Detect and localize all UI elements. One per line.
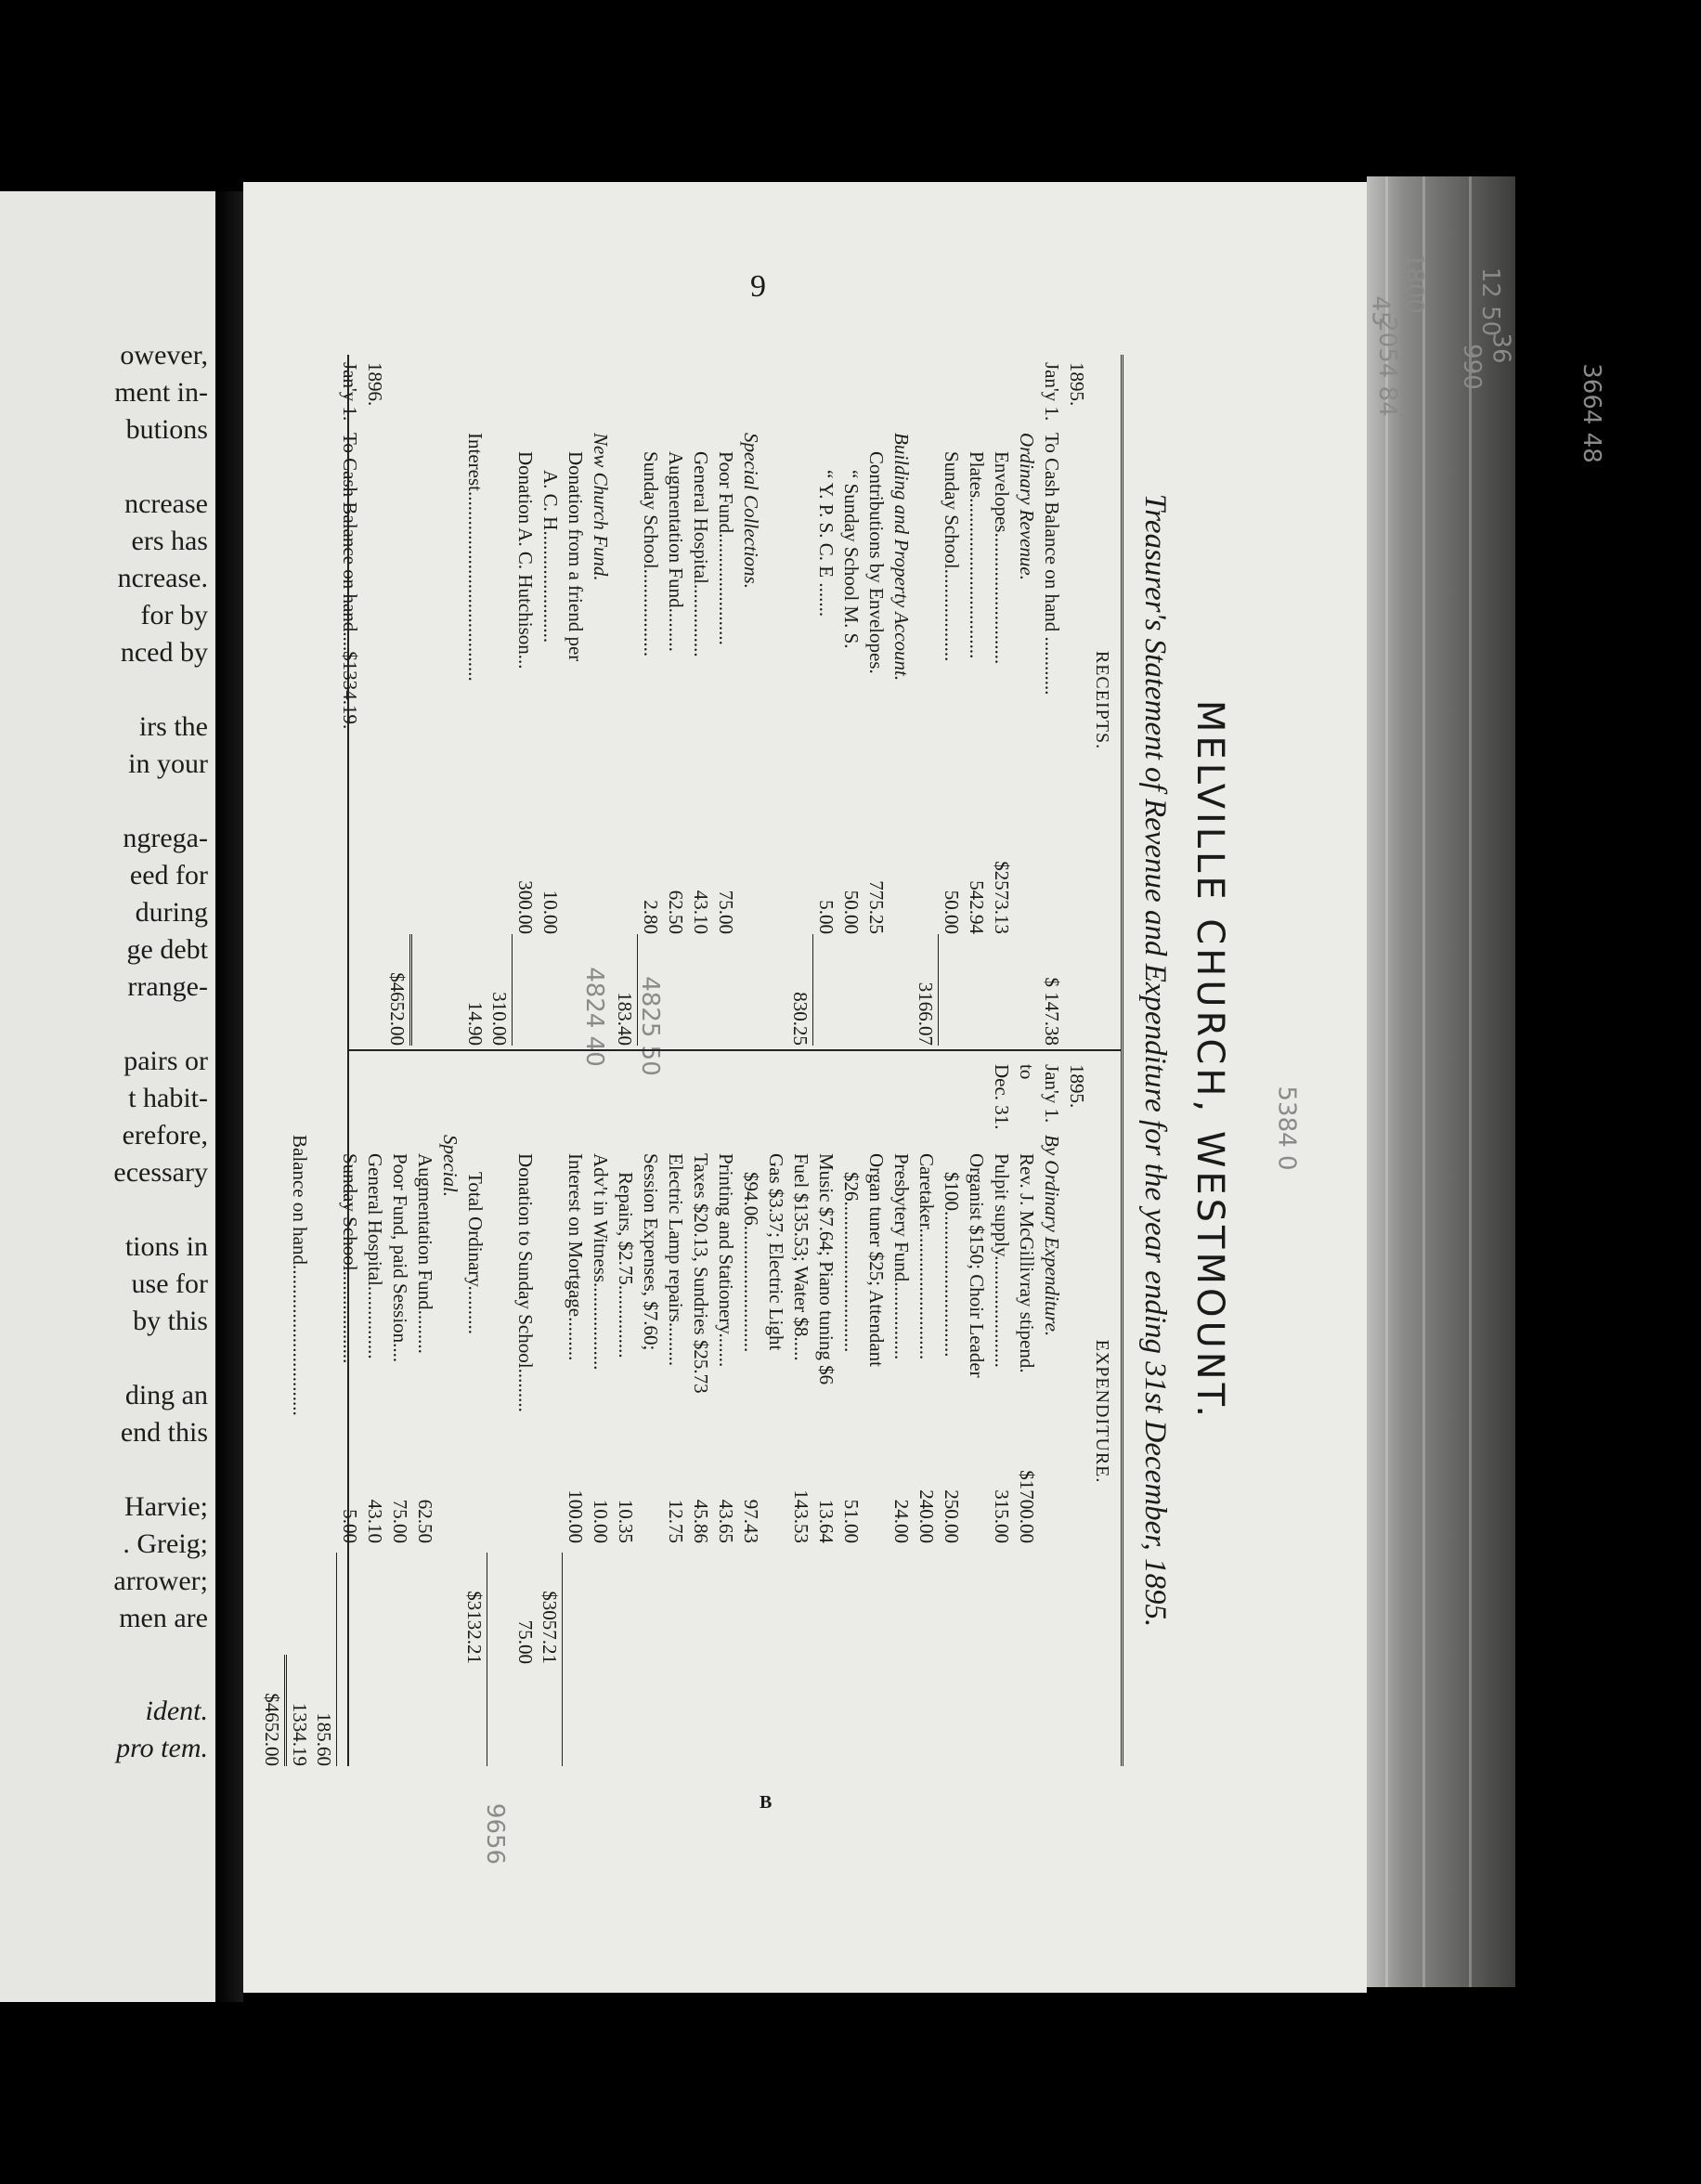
- ledger-row: [763, 355, 788, 1046]
- ledger-description: Contributions by Envelopes.: [865, 451, 888, 674]
- ledger-description: Repairs, $2.75...............: [615, 1172, 637, 1358]
- facing-page-line: ment in-: [114, 377, 208, 408]
- ledger-row: [1014, 1057, 1039, 1766]
- ledger-row: [914, 1057, 939, 1766]
- ledger-row: [939, 355, 964, 1046]
- edge-strip: [1469, 176, 1472, 1987]
- ledger-row: [713, 355, 738, 1046]
- ledger-row: [863, 355, 889, 1046]
- ledger-description: Music $7.64; Piano tuning $6: [815, 1153, 838, 1385]
- ledger-row: [663, 1057, 688, 1766]
- ledger-amount: 12.75: [665, 1499, 687, 1543]
- ledger-row: [563, 355, 588, 1046]
- ledger-description: Sunday School..................: [640, 451, 662, 657]
- ledger-row: [1039, 1057, 1064, 1766]
- ledger-description: Envelopes...........................: [991, 451, 1013, 665]
- ledger-description: General Hospital...............: [364, 1153, 386, 1359]
- ledger-description: General Hospital...............: [690, 451, 712, 657]
- ledger-amount: $2573.13: [991, 861, 1013, 934]
- ledger-row: [1014, 355, 1039, 1046]
- ledger-row: [763, 1057, 788, 1766]
- facing-page: [0, 191, 221, 2002]
- facing-page-line: for by: [140, 600, 208, 630]
- ledger-amount: 75.00: [389, 1499, 411, 1543]
- ledger-description: Gas $3.37; Electric Light: [765, 1153, 787, 1351]
- ledger-row: [863, 1057, 889, 1766]
- ledger-row: [362, 355, 387, 1046]
- pencil-note: 45: [1366, 295, 1395, 327]
- ledger-amount: 315.00: [991, 1489, 1013, 1543]
- ledger-row: [989, 355, 1014, 1046]
- ledger-description: By Ordinary Expenditure.: [1041, 1135, 1063, 1337]
- ledger-description: Poor Fund, paid Session....: [389, 1153, 411, 1363]
- ledger-row: [538, 1057, 563, 1766]
- ledger-row: [964, 355, 989, 1046]
- expenditure-rows: [262, 1057, 1089, 1766]
- ledger-row: [964, 1057, 989, 1766]
- ledger-row: [1064, 1057, 1089, 1766]
- ledger-row: [462, 355, 487, 1046]
- facing-page-line: ding an: [124, 1380, 208, 1410]
- ledger-row: [939, 1057, 964, 1766]
- ledger-description: Printing and Stationery.......: [715, 1153, 737, 1368]
- ledger-amount: 50.00: [840, 890, 863, 934]
- ledger-description: Organ tuner $25; Attendant: [865, 1153, 888, 1367]
- ledger-description: Taxes $20.13, Sundries $25.73: [690, 1153, 712, 1394]
- column-divider: [349, 1049, 1122, 1051]
- facing-page-line: end this: [120, 1417, 208, 1448]
- ledger-amount: 50.00: [941, 890, 963, 934]
- ledger-row: [788, 355, 813, 1046]
- ledger-row: [838, 355, 863, 1046]
- ledger-row: [613, 355, 638, 1046]
- ledger-description: Presbytery Fund................: [890, 1153, 913, 1360]
- ledger-row: [412, 355, 437, 1046]
- ledger-row: [613, 1057, 638, 1766]
- ledger-amount: 1334.19: [289, 1702, 311, 1766]
- ledger-amount: 10.00: [590, 1499, 612, 1543]
- receipts-heading: RECEIPTS.: [1092, 650, 1112, 750]
- facing-page-line: . Greig;: [123, 1528, 208, 1559]
- ledger-amount: 250.00: [941, 1489, 963, 1543]
- facing-page-line: during: [135, 897, 208, 928]
- ledger-row: [462, 1057, 487, 1766]
- facing-page-line: in your: [128, 748, 208, 779]
- facing-page-line: ncrease.: [117, 563, 208, 593]
- ledger-description: Interest on Mortgage.........: [565, 1153, 587, 1361]
- ledger-amount: 300.00: [514, 880, 537, 934]
- ledger-description: To Cash Balance on hand ............: [1041, 433, 1063, 696]
- facing-page-line: ecessary: [113, 1157, 208, 1188]
- ledger-date: Jan'y 1.: [1041, 1064, 1063, 1124]
- ledger-amount: $4652.00: [259, 1655, 287, 1766]
- pencil-note: 36: [1487, 332, 1515, 364]
- facing-page-line: by this: [133, 1306, 208, 1336]
- ledger-amount: 43.10: [364, 1499, 386, 1543]
- facing-page-line: owever,: [120, 340, 208, 370]
- ledger-amount: 3166.07: [913, 934, 939, 1046]
- ledger-row: [387, 355, 412, 1046]
- ledger-description: Interest.......................................: [464, 433, 487, 682]
- ledger-row: [638, 355, 663, 1046]
- page-number: 9: [750, 269, 766, 304]
- facing-page-line: erefore,: [122, 1120, 208, 1150]
- ledger-amount: [562, 1655, 563, 1766]
- ledger-row: [563, 1057, 588, 1766]
- ledger-row: [513, 355, 538, 1046]
- ledger-description: Fuel $135.53; Water $8.....: [790, 1153, 812, 1361]
- ledger-amount: 75.00: [715, 890, 737, 934]
- ledger-amount: 5.00: [815, 900, 838, 934]
- ledger-amount: $3057.21: [537, 1553, 563, 1664]
- ledger-amount: 542.94: [966, 880, 988, 934]
- ledger-amount: 75.00: [514, 1619, 537, 1664]
- ledger-amount: 13.64: [815, 1499, 838, 1543]
- ledger-description: “ Sunday School M. S.: [840, 470, 863, 649]
- ledger-description: Donation from a friend per: [565, 451, 587, 662]
- ledger-row: [513, 1057, 538, 1766]
- ledger-description: Special Collections.: [740, 433, 762, 589]
- top-rule: [1121, 355, 1123, 1766]
- ledger-row: [788, 1057, 813, 1766]
- ledger-row: [688, 1057, 713, 1766]
- ledger-description: Ordinary Revenue.: [1016, 433, 1038, 580]
- ledger-description: $26...............................: [840, 1172, 863, 1353]
- ledger-date: Dec. 31.: [991, 1064, 1013, 1130]
- ledger-amount: $ 147.38: [1041, 977, 1063, 1046]
- ledger-row: [588, 1057, 613, 1766]
- pencil-note: 4825 50: [635, 976, 664, 1076]
- facing-page-line: ers has: [131, 526, 208, 556]
- facing-page-line: ncrease: [124, 488, 208, 519]
- facing-page-line: ngrega-: [123, 823, 208, 853]
- ledger-description: Augmentation Fund.........: [414, 1153, 436, 1354]
- ledger-amount: 43.65: [715, 1499, 737, 1543]
- facing-page-line: t habit-: [128, 1083, 208, 1113]
- ledger-amount: 5.00: [339, 1509, 361, 1543]
- ledger-description: New Church Fund.: [590, 433, 612, 581]
- ledger-date: to: [1016, 1064, 1038, 1080]
- receipts-column: [337, 355, 1114, 1046]
- ledger-amount: 45.86: [690, 1499, 712, 1543]
- ledger-row: [487, 1057, 513, 1766]
- facing-page-line: eed for: [129, 860, 208, 890]
- ledger-description: Plates.................................: [966, 451, 988, 659]
- facing-page-line: pairs or: [123, 1046, 208, 1076]
- ledger-row: [713, 1057, 738, 1766]
- pencil-note: 2054 84: [1372, 317, 1401, 417]
- ledger-row: [914, 355, 939, 1046]
- edge-strip: [1385, 176, 1388, 1987]
- pencil-note: 5384 0: [1272, 1086, 1301, 1171]
- ledger-row: [838, 1057, 863, 1766]
- pencil-note: 4824 40: [579, 967, 608, 1067]
- ledger-amount: 14.90: [464, 1001, 487, 1046]
- pencil-note: 1800: [1400, 252, 1429, 315]
- ledger-row: [412, 1057, 437, 1766]
- page-edges: [1367, 176, 1515, 1987]
- ledger-description: Total Ordinary..........: [464, 1172, 487, 1335]
- edge-strip: [1422, 176, 1425, 1987]
- bottom-rule: [347, 355, 349, 1766]
- expenditure-column: [262, 1057, 1114, 1766]
- ledger-description: Sunday School...................: [339, 1153, 361, 1364]
- ledger-description: Organist $150; Choir Leader: [966, 1153, 988, 1378]
- ledger-description: Building and Property Account.: [890, 433, 913, 682]
- ledger-date: 1895.: [1066, 1064, 1088, 1109]
- ledger-amount: 24.00: [890, 1499, 913, 1543]
- ledger-description: To Cash Balance on hand....$1334.19.: [339, 433, 361, 730]
- ledger-description: Caretaker...........................: [915, 1153, 938, 1360]
- facing-page-line: men are: [119, 1603, 208, 1633]
- ledger-amount: 775.25: [865, 880, 888, 934]
- ledger-description: Electric Lamp repairs.........: [665, 1153, 687, 1367]
- ledger-row: [437, 1057, 462, 1766]
- ledger-amount: 62.50: [665, 890, 687, 934]
- ledger-description: $94.06..........................: [740, 1172, 762, 1353]
- statement: [261, 355, 1287, 1766]
- ledger-row: [312, 1057, 337, 1766]
- facing-page-line: arrower;: [113, 1566, 208, 1596]
- ledger-amount: 240.00: [915, 1489, 938, 1543]
- ledger-row: [362, 1057, 387, 1766]
- expenditure-heading: EXPENDITURE.: [1092, 1339, 1112, 1484]
- ledger-description: Adv't in Witness..................: [590, 1153, 612, 1371]
- ledger-description: Augmentation Fund.........: [665, 451, 687, 652]
- ledger-row: [663, 355, 688, 1046]
- ledger-amount: 97.43: [740, 1499, 762, 1543]
- ledger-amount: 100.00: [565, 1489, 587, 1543]
- ledger-description: Balance on hand...............................: [289, 1135, 311, 1416]
- ledger-row: [287, 1057, 312, 1766]
- facing-page-line: pro tem.: [116, 1733, 208, 1763]
- ledger-amount: 143.53: [790, 1489, 812, 1543]
- ledger-description: $100..............................: [941, 1172, 963, 1358]
- statement-title: MELVILLE CHURCH, WESTMOUNT.: [1188, 699, 1231, 1422]
- ledger-description: A. C. H.......................: [539, 470, 562, 644]
- ledger-amount: $1700.00: [1016, 1470, 1038, 1543]
- facing-page-line: ident.: [145, 1696, 208, 1726]
- facing-page-line: Harvie;: [124, 1491, 208, 1522]
- ledger-row: [588, 355, 613, 1046]
- ledger-row: [337, 1057, 362, 1766]
- ledger-row: [1039, 355, 1064, 1046]
- ledger-description: Special.: [439, 1135, 461, 1198]
- ledger-row: [989, 1057, 1014, 1766]
- facing-page-line: nced by: [120, 637, 208, 668]
- ledger-description: Sunday School...................: [941, 451, 963, 662]
- ledger-row: [538, 355, 563, 1046]
- ledger-row: [688, 355, 713, 1046]
- ledger-row: [813, 1057, 838, 1766]
- receipts-rows: [337, 355, 1089, 1046]
- facing-page-line: tions in: [124, 1231, 208, 1262]
- ledger-row: [487, 355, 513, 1046]
- ledger-amount: 183.40: [612, 934, 638, 1046]
- facing-page-line: ge debt: [126, 934, 208, 965]
- ledger-row: [813, 355, 838, 1046]
- ledger-date: Jan'y 1.: [339, 362, 361, 422]
- signature-mark: B: [760, 1792, 773, 1813]
- ledger-amount: 830.25: [787, 934, 813, 1046]
- ledger-date: 1895.: [1066, 362, 1088, 407]
- book-gutter: [215, 191, 243, 2002]
- ledger-row: [738, 1057, 763, 1766]
- facing-page-line: rrange-: [127, 971, 208, 1002]
- ledger-description: Poor Fund.......................: [715, 451, 737, 645]
- ledger-description: “ Y. P. S. C. E .......: [815, 470, 838, 618]
- ledger-amount: 51.00: [840, 1499, 863, 1543]
- facing-page-line: butions: [125, 414, 208, 445]
- ledger-row: [738, 355, 763, 1046]
- ledger-date: 1896.: [364, 362, 386, 407]
- ledger-amount: 62.50: [414, 1499, 436, 1543]
- facing-page-line: use for: [131, 1268, 208, 1299]
- facing-page-line: irs the: [138, 711, 208, 742]
- pencil-note: 9656: [481, 1802, 510, 1866]
- ledger-amount: 2.80: [640, 900, 662, 934]
- ledger-row: [337, 355, 362, 1046]
- ledger-amount: [336, 1553, 337, 1664]
- ledger-description: Session Expenses, $7.60;: [640, 1153, 662, 1351]
- ledger-amount: $4652.00: [384, 934, 412, 1046]
- ledger-row: [638, 1057, 663, 1766]
- ledger-description: Rev. J. McGillivray stipend.: [1016, 1153, 1038, 1373]
- ledger-row: [1064, 355, 1089, 1046]
- ledger-row: [889, 1057, 914, 1766]
- pencil-note: 990: [1457, 344, 1486, 390]
- pencil-note: 12 50: [1476, 266, 1505, 337]
- ledger-amount: 310.00: [487, 934, 513, 1046]
- ledger-amount: 43.10: [690, 890, 712, 934]
- statement-subtitle: Treasurer's Statement of Revenue and Expenditure for the year ending 31st December, 1895.: [1138, 493, 1172, 1628]
- pencil-note: 3664 48: [1577, 363, 1605, 463]
- ledger-amount: 10.35: [615, 1499, 637, 1543]
- ledger-row: [387, 1057, 412, 1766]
- ledger-amount: $3132.21: [461, 1553, 487, 1664]
- ledger-amount: 185.60: [311, 1655, 337, 1766]
- ledger-description: Donation A. C. Hutchison...: [514, 451, 537, 670]
- ledger-row: [889, 355, 914, 1046]
- ledger-row: [437, 355, 462, 1046]
- ledger-amount: 10.00: [539, 890, 562, 934]
- ledger-date: Jan'y 1.: [1041, 362, 1063, 422]
- ledger-row: [262, 1057, 287, 1766]
- ledger-description: Donation to Sunday School.........: [514, 1153, 537, 1412]
- ledger-description: Pulpit supply.......................: [991, 1153, 1013, 1368]
